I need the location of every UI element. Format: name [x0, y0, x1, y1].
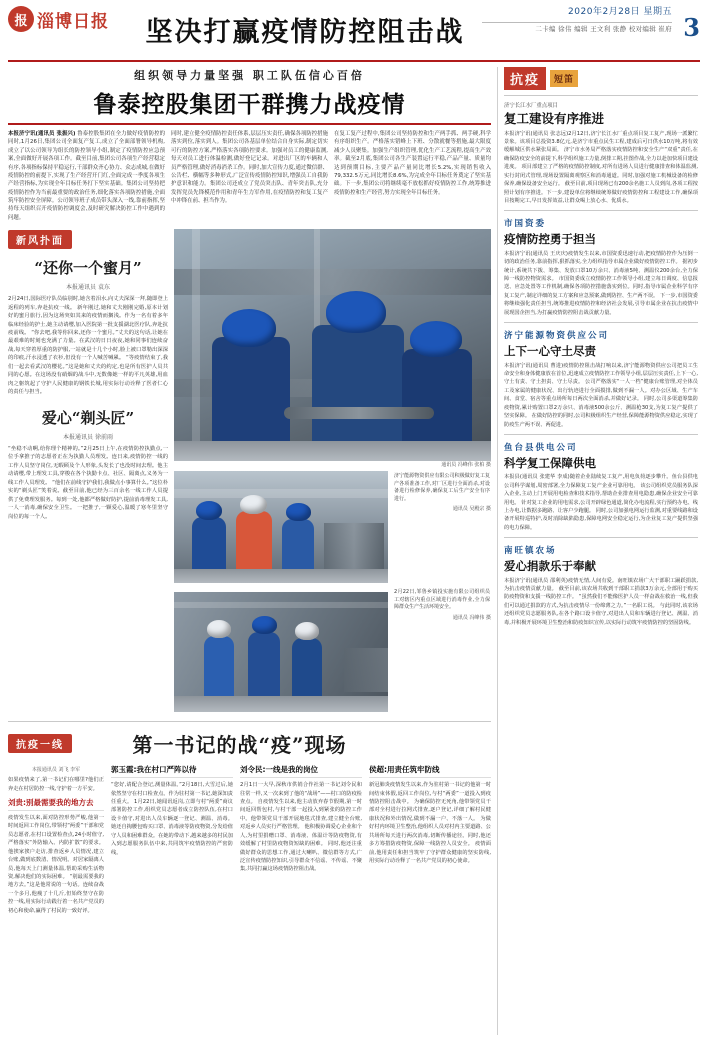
right-section-2: 济宁能源物资供应公司 — [504, 331, 610, 342]
newspaper-emblem-icon: 报 — [8, 6, 34, 32]
photo-workers-side — [174, 471, 388, 583]
bottom-card-text-1: “您好,请配合登记,测量体温。”2月18日,大雪过后,她依然坚守在村口检查点。作为驻村第一书记,她深知责任重大。 1月22日,她闻讯返岗,立即与村“两委”商议部署防控工作,组织党员志愿者成立防控队伍,在村口设卡值守,对进出人员车辆逐一登记、测温、消毒。 她还自掏腰包购买口罩、消毒液等防疫物资,分发给值守人员和困难群众。在她的带动下,越来越多的村民加入到志愿服务队伍中来,共同筑牢疫情防控的严密防线。 — [111, 782, 233, 856]
divider-3 — [504, 322, 698, 323]
lead-byline: 本报济宁讯(通讯员 张振兴) — [8, 131, 76, 137]
lead-kicker: 组织领导力量坚强 职工队伍信心百倍 — [134, 69, 365, 82]
masthead-meta — [482, 6, 700, 42]
right-text-3: 本报县(通讯员 张建华 李成)随着企业陆续复工复产,用电负荷逐步攀升。鱼台县供电公司科学谋划,周密部署,全力保障复工复产企业可靠用电。 该公司组织党员服务队深入企业,主动上门开展用电检查和技术指导,帮助企业排查用电隐患,确保企业安全可靠用电。 针对复工企业的用电需求,公司开辟绿色通道,简化办电流程,实行预约办电、线上办电,让数据多跑路、让客户少跑腿。 同时,公司加强电网运行监测,对重要线路和设备开展特巡特护,及时消除缺陷隐患,保障电网安全稳定运行,为企业复工复产提供坚强的电力保障。 — [504, 474, 698, 531]
page-number: 3 — [683, 13, 700, 42]
right-section-3: 鱼台县供电公司 — [504, 442, 578, 453]
right-section-badge — [504, 67, 698, 90]
bottom-col-2 — [240, 764, 362, 915]
feature-text-1: 2月24日,国际医疗队员临别时,她含着泪水,向丈夫深深一拜,随即登上返程的列车,奔赴抗疫一线。 新年刚过,她和丈夫刚刚完婚,原本计划好的蜜月旅行,因为这场突如其来的疫情而搁浅。作为一名有着多年临床经验的护士,她主动请缨,加入医院第一批支援湖北医疗队,奔赴抗疫前线。 “你去吧,我等你回来,还你一个蜜月。”丈夫的这句话,让她在最艰难的时刻也充满了力量。在武汉的日日夜夜,她和同事们连续奋战,每天穿着厚重的防护服,一站就是十几个小时,脸上被口罩勒出深深的印痕,汗水浸透了衣衫,但没有一个人喊苦喊累。 “等疫情结束了,我们一起去看武汉的樱花。”这是她和丈夫的约定,也是所有医护人员共同的心愿。在这场没有硝烟的战斗中,无数像她一样的平凡英雄,用血肉之躯筑起了守护人民健康的钢铁长城,用实际行动诠释了医者仁心的责任与担当。 — [8, 296, 168, 396]
right-text-2: 本报济宁讯(通讯员 曹进)疫情防控阻击战打响以来,济宁能源物资供应公司把员工生命安全和身体健康放在首位,迅速成立疫情防控工作领导小组,层层压实责任,上下一心,守土有责、守土担责、守土尽责。 公司严格落实“一人一档”健康台账管理,对全体员工及家属的健康状况、出行轨迹进行全面摸排,做到不漏一人。对办公区域、生产车间、食堂、宿舍等重点场所每日两次全面消杀,并做好记录。 同时,公司多渠道筹集防疫物资,累计购置口罩2万余只、消毒液500余公斤、测温枪30支,为复工复产提供了坚实保障。 在做好防控的同时,公司积极组织生产经营,保障能源物资供应稳定,实现了防疫生产两不误、两促进。 — [504, 362, 698, 428]
feature-byline-1: 本报通讯员 袁东 — [66, 284, 110, 292]
bottom-card-title-3: 侯超:用责任筑牢防线 — [369, 764, 491, 778]
bottom-card-text-0: 疫情发生以来,面对防控形势严峻,他第一时间返回工作岗位,带领村“两委”干部和党员志愿者,在村口设置检查点,24小时值守,严格落实“外防输入、内防扩散”的要求。 他挨家挨户走访,排查返乡人员情况,建立台账,做到底数清、情况明。对居家隔离人员,他每天上门测量体温,帮助采购生活物资,解决他们的实际困难。 “别最需要我的地方去。”这是他常说的一句话。连续奋战一个多月,他瘦了十几斤,但始终坚守在防控一线,用实际行动践行着一名共产党员的初心和使命,赢得了村民的一致好评。 — [8, 814, 104, 914]
divider-1 — [504, 95, 698, 96]
lead-article-body — [8, 130, 491, 222]
photo-credit-main: 通讯员 冯峰伟 张柏 摄 — [441, 462, 491, 469]
right-title-2: 上下一心守土尽责 — [504, 344, 596, 359]
divider-5 — [504, 537, 698, 538]
photo-caption-side: 济宁能源物资供应有限公司积极做好复工复产各项准备工作,对厂区进行全面消杀,对设备进行检修保养,确保复工后生产安全有序进行。 — [394, 473, 490, 502]
photo-column — [174, 229, 491, 712]
right-item-3 — [504, 441, 698, 532]
divider-2 — [504, 210, 698, 211]
photo-disinfection-wide — [174, 592, 388, 712]
right-title-0: 复工建设有序推进 — [504, 111, 605, 126]
right-section-4: 南旺镇农场 — [504, 546, 557, 557]
badge-duandi: 短笛 — [550, 70, 578, 87]
right-title-4: 爱心捐款乐于奉献 — [504, 559, 596, 574]
lead-col-1-text: 鲁泰控股集团在全力做好疫情防控的同时,1月26日,集团公司全面复产复工,成立了全面部署领导机构,成立了以公司领导为组长的防控领导小组,制定了疫情防控应急预案,全面做好开展各项工作。截至目前,集团公司各项生产经营稳定有序,各项指标保持平稳运行,干部群众齐心协力、众志成城,在做好疫情防控的前提下,实现了生产经营开门红,全面完成一季度各项生产经营指标,为实现全年目标任务打下坚实基础。集团公司坚持把疫情防控作为当前最重要的政治任务,细化落实各项防控措施,全面筑牢防控安全屏障。公司领导班子成员带头深入一线,靠前指挥,坚持每天组织召开疫情防控调度会,及时研究解决防控工作中遇到的问题。 — [8, 131, 165, 221]
lead-headline: 鲁泰控股集团干群携力战疫情 — [93, 91, 406, 118]
right-kicker-0: 济宁长江水厂重点项目 — [504, 103, 558, 109]
publication-date: 2020年2月28日 星期五 — [482, 6, 672, 23]
section-badge-xinfengpumian: 新风扑面 — [8, 230, 72, 249]
editor-credits: 二卡编 徐伟 编辑 王文利 张静 校对编辑 崔府 — [535, 24, 672, 33]
page-body — [8, 67, 700, 1035]
photo-feature-area — [8, 229, 491, 712]
bottom-feature-title: 第一书记的战“疫”现场 — [132, 733, 347, 758]
bottom-byline: 本报通讯员 刘飞 李军 — [31, 767, 81, 774]
photo-caption-wide: 2月22日,邹鲁乡镇投实施有限公司组织员工对辖区内重点区域进行消毒作业,全力保障群众生产生活环境安全。 — [394, 589, 490, 611]
right-item-1 — [504, 217, 698, 317]
bottom-card-text-3: 新冠肺炎疫情发生以来,作为驻村第一书记的他第一时间结束休假,返回工作岗位,与村“两委”一道投入到疫情防控阻击战中。 为确保防控无死角,他带领党员干部对全村进行拉网式排查,逐户登记,详细了解村民健康状况和外出情况,做到不漏一户、不落一人。 为做好村内环境卫生整治,他组织人员对村内主要道路、公共场所每天进行两次消毒,切断传播途径。同时,他还多方筹措防疫物资,保障一线防控人员安全。 疫情面前,他用责任和担当筑牢了守护群众健康的坚实防线,用实际行动诠释了一名共产党员的初心使命。 — [369, 782, 491, 864]
photo-credit-side: 通讯员 吴殿宗 摄 — [452, 506, 491, 513]
bottom-card-title-1: 郭玉霞:我在村口严阵以待 — [111, 764, 233, 778]
newspaper-logo-text: 淄博日报 — [37, 11, 109, 32]
side-feature-column — [8, 229, 168, 712]
lead-col-1 — [8, 130, 165, 222]
bottom-feature-head — [8, 721, 491, 758]
masthead — [8, 6, 700, 62]
lead-col-3: 在复工复产过程中,集团公司坚持防控和生产两手抓、两手硬,科学有序组织生产。严格落实错峰上下班、分散就餐等措施,最大限度减少人员聚集。加强生产组织管理,优化生产工艺流程,提高生产效率。截至2月底,集团公司各生产装置运行平稳,产品产量、质量均达到预期目标,主要产品产量同比增长5.2%,实现销售收入79,332.5万元,同比增长8.6%,为完成全年目标任务奠定了坚实基础。下一步,集团公司将继续毫不放松抓好疫情防控工作,统筹推进疫情防控和生产经营,努力实现全年目标任务。 — [334, 131, 491, 196]
bottom-col-3 — [369, 764, 491, 915]
main-column — [8, 67, 498, 1035]
bottom-col-intro — [8, 764, 104, 915]
right-title-1: 疫情防控勇于担当 — [504, 232, 596, 247]
right-item-0 — [504, 101, 698, 205]
right-item-2 — [504, 329, 698, 429]
campaign-headline: 坚决打赢疫情防控阻击战 — [145, 17, 465, 48]
feature-title-2: 爱心“剃头匠” — [41, 408, 135, 427]
right-text-1: 本报济宁讯(通讯员 王庆庆)疫情发生以来,市国资委迅速行动,把疫情防控作为压倒一切的政治任务,靠前指挥,狠抓落实,全力组织指导市属企业做好疫情防控工作。 据初步统计,系统共下拨、筹集、发放口罩10万余只、消毒液5吨、测温仪200余台,全力保障一线防控物资需求。 市国资委成立疫情防控工作领导小组,建立每日调度、信息报送、应急处置等工作机制,确保各项防控措施落实到位。同时,指导市属企业科学有序复工复产,制定详细的复工方案和应急预案,做到防控、生产两不误。 下一步,市国资委将继续强化责任担当,统筹推进疫情防控和经济社会发展,引导市属企业在抗击疫情中展现国企担当,为打赢疫情防控阻击战贡献力量。 — [504, 250, 698, 316]
photo-credit-wide: 通讯员 冯峰伟 摄 — [452, 614, 491, 621]
newspaper-logo[interactable] — [8, 6, 128, 32]
bottom-subhead: 如果疫情来了,第一书记们在哪里?他们正奔走在村居防控一线,守护着一方平安。 — [8, 777, 104, 792]
section-badge-kangyiyixian: 抗疫一线 — [8, 734, 72, 753]
badge-kangyi: 抗疫 — [504, 67, 546, 90]
photo-workers-main — [174, 229, 491, 461]
right-item-4 — [504, 544, 698, 627]
bottom-col-1 — [111, 764, 233, 915]
bottom-card-text-2: 2月1日一大早,深秋市供销合作社第一书记刘令民和往常一样,又一次来到了他的“战场”——村口的防疫检查点。 自疫情发生以来,他主动放弃春节假期,第一时间返回帮包村,与村干部一起投入到紧张的防控工作中。他带领党员干部开展地毯式排查,建立健全台账,对返乡人员实行严格管理。 他积极协调爱心企业和个人,为村里捐赠口罩、消毒液、体温计等防疫物资,有效缓解了村里防疫物资短缺的困难。 同时,他还注重做好群众的思想工作,通过大喇叭、微信群等方式,广泛宣传疫情防控知识,引导群众不信谣、不传谣、不聚集,共同打赢这场疫情防控阻击战。 — [240, 782, 362, 873]
bottom-card-title-2: 刘令民:一线是我的岗位 — [240, 764, 362, 778]
bottom-card-title-0: 刘贵:别最需要我的地方去 — [8, 797, 104, 811]
right-text-4: 本报济宁讯(通讯员 邵利英)疫情无情,人间有爱。南旺镇农场广大干部职工踊跃捐款,为抗击疫情贡献力量。 截至目前,该农场共收到干部职工捐款3万余元,全部用于购买防疫物资和支援一线防控工作。 “虽然我们不能像医护人员一样奋战在救治一线,但我们可以通过捐款的方式,为抗击疫情尽一份绵薄之力。”一名职工说。 与此同时,该农场还组织党员志愿服务队,在各个路口设卡值守,对进出人员和车辆进行登记、测温、消毒,并积极开展环境卫生整治和防疫知识宣传,以实际行动筑牢疫情防控的坚固防线。 — [504, 577, 698, 626]
right-rail — [498, 67, 698, 1035]
feature-title-1: “还你一个蜜月” — [34, 259, 142, 278]
feature-text-2: “坐稳不动啊,给你理个精神的。”2月25日上午,在疫情防控执勤点,一位手拿推子的志愿者正在为执勤人员理发。连日来,疫情防控一线的工作人员坚守岗位,无暇顾及个人形象,头发长了也没时间去理。他主动请缨,带上理发工具,穿梭在各个执勤卡点、社区、隔离点,义务为一线工作人员理发。 “他们在前线守护我们,我做点小事算什么。”这位朴实的“剃头匠”笑着说。截至目前,他已经为三百余名一线工作人员提供了免费理发服务。每到一处,他都严格做好防护,提前消毒理发工具,一人一消毒,确保安全卫生。 一把推子,一颗爱心,温暖了寒冬里坚守岗位的每一个人。 — [8, 445, 168, 520]
right-section-1: 市国资委 — [504, 219, 547, 230]
right-text-0: 本报济宁讯(通讯员 张志远)2月12日,济宁长江水厂重点项目复工复产,现场一派繁忙景象。该项目总投资3.8亿元,是济宁市重点民生工程,建成后可日供水10万吨,将有效缓解城区供水紧张局面。 济宁市水务局严格落实疫情防控和安全生产“双重”责任,在确保防疫安全的前提下,科学组织施工力量,倒排工期,挂图作战,全力以赴加快项目建设进度。 项目部建立了严格的疫情防控制度,对所有进场人员进行健康排查和体温监测,实行封闭式管理,现场设置隔离观察区和消毒通道。同时,加强对施工机械设备的检修保养,确保设备安全运行。 截至目前,项目现场已有200余名施工人员到岗,各项工程按照计划有序推进。下一步,建设单位将继续统筹做好疫情防控和工程建设工作,确保项目按期完工,早日发挥效益,让群众喝上放心水、优质水。 — [504, 130, 698, 204]
divider-red — [8, 123, 491, 125]
feature-byline-2: 本报通讯员 徐前雨 — [63, 433, 113, 441]
bottom-feature-columns — [8, 764, 491, 915]
lead-col-2: 同时,建立健全疫情防控责任体系,层层压实责任,确保各项防控措施落实到位,落实到人。集团公司各基层单位结合自身实际,制定切实可行的防控方案,严格落实各项防控要求。加强对员工的健康监测,每天对员工进行体温检测,做好登记记录。对进出厂区的车辆和人员严格管理,做好消毒消杀工作。同时,加大宣传力度,通过微信群、公告栏、横幅等多种形式,广泛宣传疫情防控知识,增强员工自我防护意识和能力。集团公司还成立了党员突击队、青年突击队,充分发挥党员先锋模范作用和青年生力军作用,在疫情防控和复工复产中冲锋在前、担当作为。 — [171, 131, 328, 204]
divider-4 — [504, 434, 698, 435]
right-title-3: 科学复工保障供电 — [504, 455, 596, 470]
